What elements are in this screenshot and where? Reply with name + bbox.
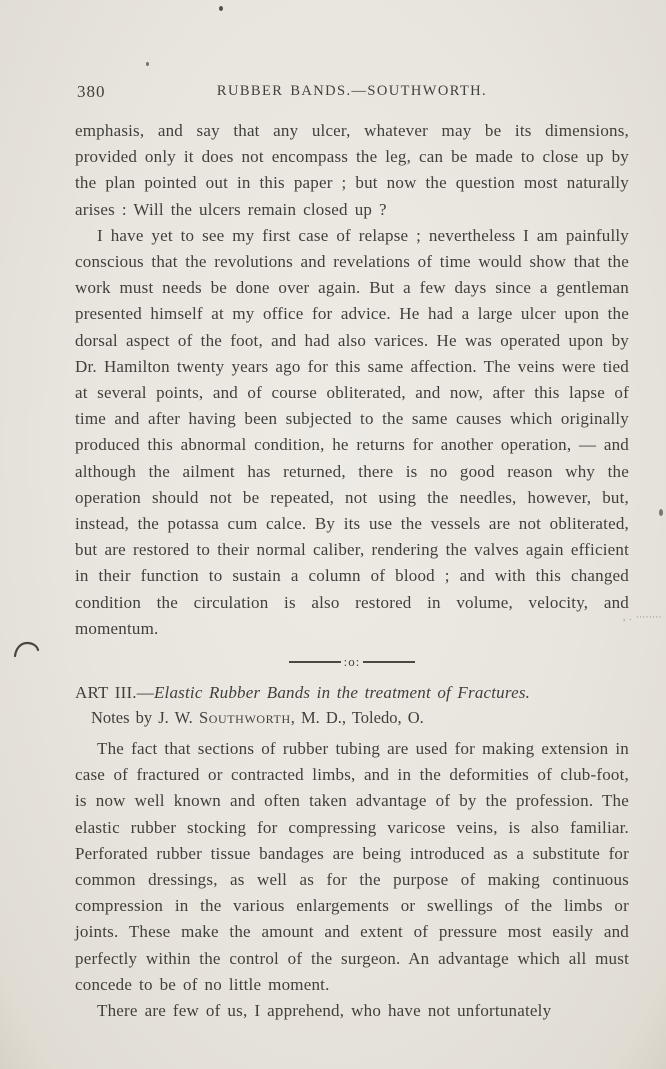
byline-prefix: Notes by J. W. <box>91 708 199 728</box>
article-heading <box>75 680 629 705</box>
ink-speck <box>146 62 149 66</box>
section-divider <box>75 653 629 671</box>
running-head: RUBBER BANDS.—SOUTHWORTH. <box>216 83 488 99</box>
paragraph: I have yet to see my first case of relapse ; nevertheless I am painfully conscious that the revolutions and revelations of time would show that the work must needs be done over again. But a few days since a gentleman presented himself at my office for advice. He had a large ulcer upon the dorsal aspect of the foot, and had also varices. He was operated upon by Dr. Hamilton twenty years ago for this same affection. The veins were tied at several points, and of course obliterated, and now, after this lapse of time and after having been subjected to the same causes which originally produced this abnormal condition, he returns for another operation, — and although the ailment has returned, there is no good reason why the operation should not be repeated, not using the needles, however, but, instead, the potassa cum calce. By its use the vessels are not obliterated, but are restored to their normal caliber, rendering the valves again efficient in their function to sustain a column of blood ; and with this changed condition the circulation is also restored in volume, velocity, and momentum. <box>75 225 629 638</box>
article-number: ART III.— <box>75 683 154 703</box>
page-number: 380 <box>77 82 106 101</box>
paragraph: The fact that sections of rubber tubing are used for making extension in case of fractured or contracted limbs, and in the deformities of club-foot, is now well known and often taken advantage of by the profession. The elastic rubber stocking for compressing varicose veins, is also familiar. Perforated rubber tissue bandages are being introduced as a substitute for common dressings, as well as for the purpose of making continuous compression in the various enlargements or swellings of the limbs or joints. These make the amount and extent of pressure most easily and perfectly within the control of the surgeon. An advantage which all must concede to be of no little moment. <box>75 739 629 994</box>
handwritten-mark <box>13 636 47 662</box>
divider-rule-right <box>363 661 415 662</box>
byline-suffix: , M. D., Toledo, O. <box>290 708 424 728</box>
article-byline <box>75 705 629 730</box>
ink-speck <box>219 6 223 11</box>
paragraph-continuation: emphasis, and say that any ulcer, whatever may be its dimensions, provided only it does not encompass the leg, can be made to close up by the plan pointed out in this paper ; but now the question most naturally arises : Will the ulcers remain closed up ? <box>75 121 629 219</box>
marginalia-faint: , . ········ <box>623 612 662 622</box>
paragraph: There are few of us, I apprehend, who have not unfortunately <box>97 1001 552 1021</box>
divider-ornament: :o: <box>343 654 361 670</box>
byline-author-name: Southworth <box>198 708 291 728</box>
ink-speck <box>659 509 663 516</box>
divider-rule-left <box>289 661 341 662</box>
text-column <box>75 82 629 1024</box>
article-title: Elastic Rubber Bands in the treatment of Fractures. <box>153 683 531 703</box>
page-header <box>75 82 629 112</box>
